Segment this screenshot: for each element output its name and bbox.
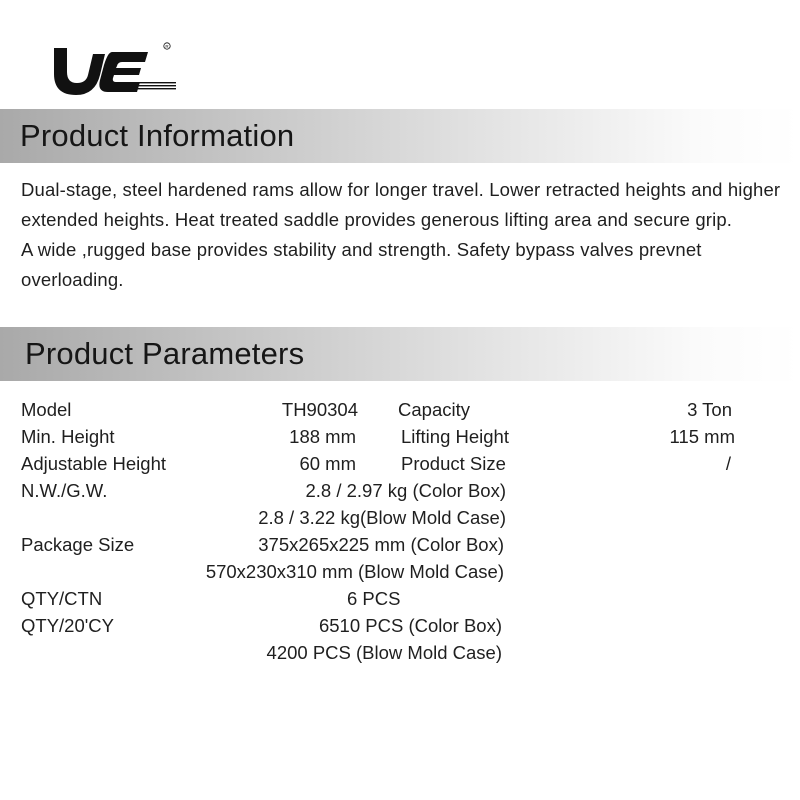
param-label-qty-ctn: QTY/CTN xyxy=(21,588,103,609)
param-value-product-size: / xyxy=(725,453,731,474)
param-value-qty-20cy: 4200 PCS (Blow Mold Case) xyxy=(266,642,502,663)
param-label-qty-20cy: QTY/20'CY xyxy=(21,615,114,636)
param-value-model: TH90304 xyxy=(281,399,358,420)
param-value-weight: 2.8 / 3.22 kg(Blow Mold Case) xyxy=(258,507,506,528)
param-value-min-height: 188 mm xyxy=(289,426,356,447)
param-value-weight: 2.8 / 2.97 kg (Color Box) xyxy=(305,480,506,501)
ue-logo xyxy=(50,40,180,102)
param-value-capacity: 3 Ton xyxy=(687,399,732,420)
param-value-package-size: 570x230x310 mm (Blow Mold Case) xyxy=(205,561,504,582)
description-paragraph: Dual-stage, steel hardened rams allow for longer travel. Lower retracted heights and higher extended heights. Heat treated saddle provides generous lifting area and secure grip. xyxy=(21,179,781,230)
section-title: Product Information xyxy=(20,118,295,153)
description-paragraph: A wide ,rugged base provides stability and strength. Safety bypass valves prevnet overloading. xyxy=(21,239,702,290)
param-value-lifting-height: 115 mm xyxy=(669,426,735,447)
param-value-qty-ctn: 6 PCS xyxy=(347,588,401,609)
param-label-product-size: Product Size xyxy=(401,453,506,474)
param-label-lifting-height: Lifting Height xyxy=(401,426,509,447)
param-label-package-size: Package Size xyxy=(21,534,135,555)
param-value-package-size: 375x265x225 mm (Color Box) xyxy=(258,534,504,555)
param-value-qty-20cy: 6510 PCS (Color Box) xyxy=(318,615,502,636)
product-description xyxy=(21,175,791,295)
param-label-min-height: Min. Height xyxy=(21,426,115,447)
param-label-adjustable-height: Adjustable Height xyxy=(21,453,167,474)
svg-text:R: R xyxy=(165,43,169,49)
param-label-capacity: Capacity xyxy=(398,399,470,420)
param-value-adjustable-height: 60 mm xyxy=(299,453,356,474)
product-information-header xyxy=(0,109,800,163)
param-label-weight: N.W./G.W. xyxy=(21,480,108,501)
section-title: Product Parameters xyxy=(25,336,305,371)
product-parameters-header xyxy=(0,327,800,381)
param-label-model: Model xyxy=(21,399,72,420)
